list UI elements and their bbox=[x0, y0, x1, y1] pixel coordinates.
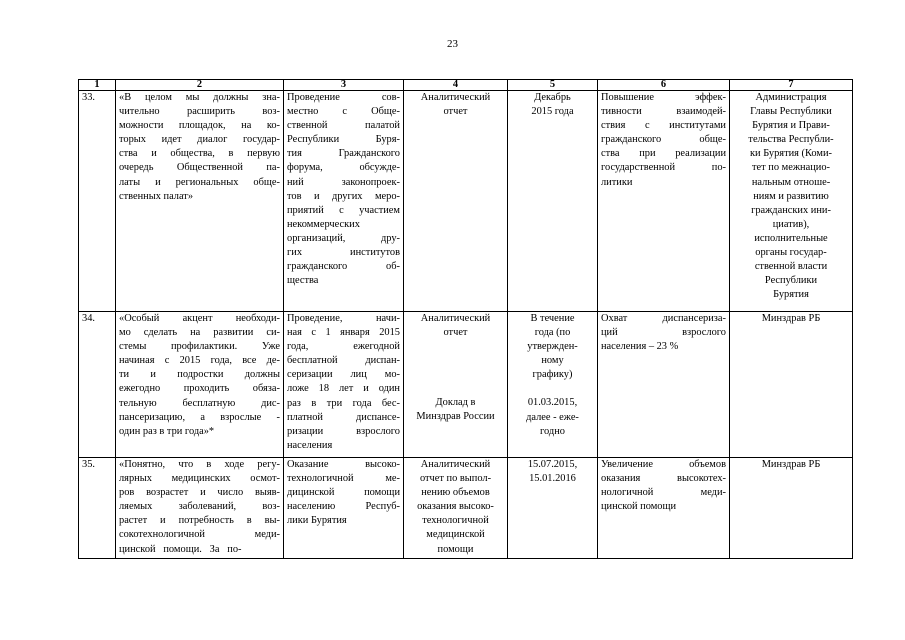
cell-text-line: чительно расширить воз- bbox=[119, 106, 280, 118]
cell-text-line: государственной по- bbox=[601, 162, 726, 174]
cell-responsible bbox=[730, 91, 853, 312]
cell-text-line: ров возрастет и число выяв- bbox=[119, 487, 280, 499]
cell-text-line: организаций, дру- bbox=[287, 232, 400, 244]
cell-text-line: населения – 23 % bbox=[601, 341, 679, 353]
cell-text-line: ства при реализации bbox=[601, 148, 726, 160]
cell-text-line: Доклад в bbox=[435, 397, 476, 409]
cell-text-line: ственных палат» bbox=[119, 190, 194, 202]
cell-text-line: ти и подростки должны bbox=[119, 369, 280, 381]
cell-text-line: тия Гражданского bbox=[287, 148, 400, 160]
header-cell: 7 bbox=[730, 80, 853, 91]
cell-measure bbox=[284, 312, 404, 458]
cell-text-line: отчет bbox=[443, 106, 468, 118]
cell-text-line: цинской помощи bbox=[601, 501, 677, 513]
cell-report-form bbox=[404, 312, 508, 458]
cell-text-line: начиная с 2015 года, все де- bbox=[119, 355, 280, 367]
page-number: 23 bbox=[447, 38, 458, 50]
cell-text-line: года (по bbox=[534, 327, 571, 339]
cell-deadline bbox=[508, 312, 598, 458]
cell-text-line: один раз в три года»* bbox=[119, 425, 215, 437]
header-cell: 2 bbox=[116, 80, 284, 91]
cell-text-line: ствия с институтами bbox=[601, 120, 726, 132]
header-row bbox=[79, 80, 853, 91]
cell-responsible bbox=[730, 458, 853, 559]
cell-text-line: далее - еже- bbox=[526, 411, 579, 423]
cell-text-line: лики Бурятия bbox=[287, 515, 347, 527]
cell-number bbox=[79, 312, 116, 458]
cell-number bbox=[79, 458, 116, 559]
cell-text-line: Минздрав РБ bbox=[761, 313, 821, 324]
cell-text-line: утвержден- bbox=[527, 341, 578, 353]
cell-text-line: тивности взаимодей- bbox=[601, 106, 726, 118]
header-cell: 5 bbox=[508, 80, 598, 91]
cell-text-line: «Понятно, что в ходе регу- bbox=[119, 459, 280, 470]
header-cell: 1 bbox=[79, 80, 116, 91]
cell-text-line: отчет по выпол- bbox=[419, 473, 492, 485]
cell-text-line: Аналитический bbox=[420, 459, 491, 470]
cell-text-line: нению объемов bbox=[421, 487, 490, 499]
cell-text-line: отчет bbox=[443, 327, 468, 339]
cell-text-line: «В целом мы должны зна- bbox=[119, 92, 280, 103]
cell-text-line: цинской помощи. За по- bbox=[119, 543, 242, 555]
cell-deadline bbox=[508, 458, 598, 559]
cell-text-line: некоммерческих bbox=[287, 218, 360, 230]
cell-text-line: ства и общества, в первую bbox=[119, 148, 280, 160]
cell-text-line: местно с Обще- bbox=[287, 106, 400, 118]
cell-text-line: помощи bbox=[437, 543, 474, 555]
cell-text-line: 15.01.2016 bbox=[529, 473, 576, 485]
cell-result bbox=[598, 312, 730, 458]
cell-text-line: Декабрь bbox=[534, 92, 571, 103]
cell-text-line: ляемых заболеваний, воз- bbox=[119, 501, 280, 513]
cell-result bbox=[598, 458, 730, 559]
cell-text-line: приятий с участием bbox=[287, 204, 400, 216]
cell-text-line: Проведение сов- bbox=[287, 92, 400, 103]
cell-text-line: органы государ- bbox=[755, 247, 827, 259]
cell-text-line: тельства Республи- bbox=[748, 134, 834, 146]
cell-text-line: Оказание высоко- bbox=[287, 459, 400, 470]
cell-text-line: Аналитический bbox=[420, 92, 491, 103]
cell-text-line: растет и потребность в вы- bbox=[119, 515, 280, 527]
cell-text-line: В течение bbox=[530, 313, 575, 324]
row-number: 34. bbox=[82, 313, 95, 324]
header-cell: 3 bbox=[284, 80, 404, 91]
cell-text-line: Бурятия bbox=[773, 289, 809, 301]
header-cell: 4 bbox=[404, 80, 508, 91]
cell-quote bbox=[116, 458, 284, 559]
cell-text-line: Аналитический bbox=[420, 313, 491, 324]
cell-text-line: тельную бесплатную дис- bbox=[119, 397, 280, 409]
cell-text-line: Администрация bbox=[755, 92, 827, 103]
cell-text-line: ложе 18 лет и один bbox=[287, 383, 400, 395]
cell-text-line: года, ежегодной bbox=[287, 341, 400, 353]
cell-quote bbox=[116, 91, 284, 312]
header-cell: 6 bbox=[598, 80, 730, 91]
cell-text-line: гражданского об- bbox=[287, 261, 400, 273]
cell-text-line: Увеличение объемов bbox=[601, 459, 726, 470]
cell-text-line: латы и региональных обще- bbox=[119, 176, 280, 188]
cell-measure bbox=[284, 91, 404, 312]
cell-deadline bbox=[508, 91, 598, 312]
cell-text-line: ственной власти bbox=[754, 261, 828, 273]
cell-text-line: ежегодно проходить обяза- bbox=[119, 383, 280, 395]
cell-text-line: ная с 1 января 2015 bbox=[287, 327, 400, 339]
cell-text-line: ки Бурятия (Коми- bbox=[749, 148, 833, 160]
cell-number bbox=[79, 91, 116, 312]
cell-text-line: Минздрав России bbox=[416, 411, 495, 423]
cell-text-line: Бурятия и Прави- bbox=[752, 120, 830, 132]
cell-text-line: населения bbox=[287, 439, 333, 451]
cell-text-line: ниям и развитию bbox=[753, 190, 829, 202]
cell-text-line: населению Респуб- bbox=[287, 501, 400, 513]
cell-text-line: технологичной ме- bbox=[287, 473, 400, 485]
cell-text-line: щества bbox=[287, 275, 319, 287]
cell-text-line: мо сделать на развитии си- bbox=[119, 327, 280, 339]
cell-text-line: гражданских ини- bbox=[751, 204, 831, 216]
cell-text-line: торых идет диалог государ- bbox=[119, 134, 280, 146]
cell-text-line: исполнительные bbox=[754, 232, 828, 244]
cell-text-line: Проведение, начи- bbox=[287, 313, 400, 324]
cell-text-line: тет по межнацио- bbox=[752, 162, 830, 174]
cell-text-line: стемы профилактики. Уже bbox=[119, 341, 280, 353]
cell-text-line: очередь Общественной па- bbox=[119, 162, 280, 174]
cell-text-line: годно bbox=[540, 425, 565, 437]
cell-text-line: 01.03.2015, bbox=[527, 397, 578, 409]
cell-text-line: медицинской bbox=[426, 529, 485, 541]
cell-text-line: нологичной меди- bbox=[601, 487, 726, 499]
cell-text-line: пансеризацию, а взрослые - bbox=[119, 411, 280, 423]
row-number: 35. bbox=[82, 459, 95, 470]
cell-text-line: Главы Республики bbox=[750, 106, 832, 118]
cell-responsible bbox=[730, 312, 853, 458]
cell-text-line: бесплатной диспан- bbox=[287, 355, 400, 367]
table-row bbox=[79, 91, 853, 312]
cell-text-line: 15.07.2015, bbox=[527, 459, 578, 470]
cell-text-line: форума, обсужде- bbox=[287, 162, 400, 174]
table-row bbox=[79, 458, 853, 559]
cell-text-line: можности площадок, на ко- bbox=[119, 120, 280, 132]
cell-text-line: Минздрав РБ bbox=[761, 459, 821, 470]
cell-text-line: платной диспансе- bbox=[287, 411, 400, 423]
cell-text-line: ственной палатой bbox=[287, 120, 400, 132]
cell-text-line: оказания высоко- bbox=[417, 501, 494, 513]
cell-text-line: графику) bbox=[532, 369, 573, 381]
cell-text-line: тов и других меро- bbox=[287, 190, 400, 202]
cell-text-line: 2015 года bbox=[531, 106, 574, 118]
cell-report-form bbox=[404, 458, 508, 559]
cell-text-line: Республики bbox=[764, 275, 818, 287]
cell-text-line: Охват диспансериза- bbox=[601, 313, 726, 324]
table-row bbox=[79, 312, 853, 458]
cell-text-line: Повышение эффек- bbox=[601, 92, 726, 103]
cell-result bbox=[598, 91, 730, 312]
cell-text-line: ному bbox=[541, 355, 564, 367]
cell-text-line: ний законопроек- bbox=[287, 176, 400, 188]
cell-text-line: нальным отноше- bbox=[751, 176, 831, 188]
measures-table bbox=[78, 79, 853, 559]
cell-measure bbox=[284, 458, 404, 559]
cell-text-line: литики bbox=[601, 176, 633, 188]
cell-quote bbox=[116, 312, 284, 458]
cell-text-line: ризации взрослого bbox=[287, 425, 400, 437]
cell-text-line: Республики Буря- bbox=[287, 134, 400, 146]
cell-text-line: оказания высокотех- bbox=[601, 473, 726, 485]
cell-text-line: циатив), bbox=[772, 218, 810, 230]
cell-text-line: технологичной bbox=[422, 515, 489, 527]
cell-text-line: раз в три года бес- bbox=[287, 397, 400, 409]
cell-text-line: дицинской помощи bbox=[287, 487, 400, 499]
cell-text-line: сокотехнологичной меди- bbox=[119, 529, 280, 541]
cell-text-line: «Особый акцент необходи- bbox=[119, 313, 280, 324]
cell-text-line: серизации лиц мо- bbox=[287, 369, 400, 381]
cell-text-line: гражданского обще- bbox=[601, 134, 726, 146]
row-number: 33. bbox=[82, 92, 95, 103]
cell-text-line: гих институтов bbox=[287, 247, 400, 259]
cell-report-form bbox=[404, 91, 508, 312]
cell-text-line: ций взрослого bbox=[601, 327, 726, 339]
cell-text-line: лярных медицинских осмот- bbox=[119, 473, 280, 485]
